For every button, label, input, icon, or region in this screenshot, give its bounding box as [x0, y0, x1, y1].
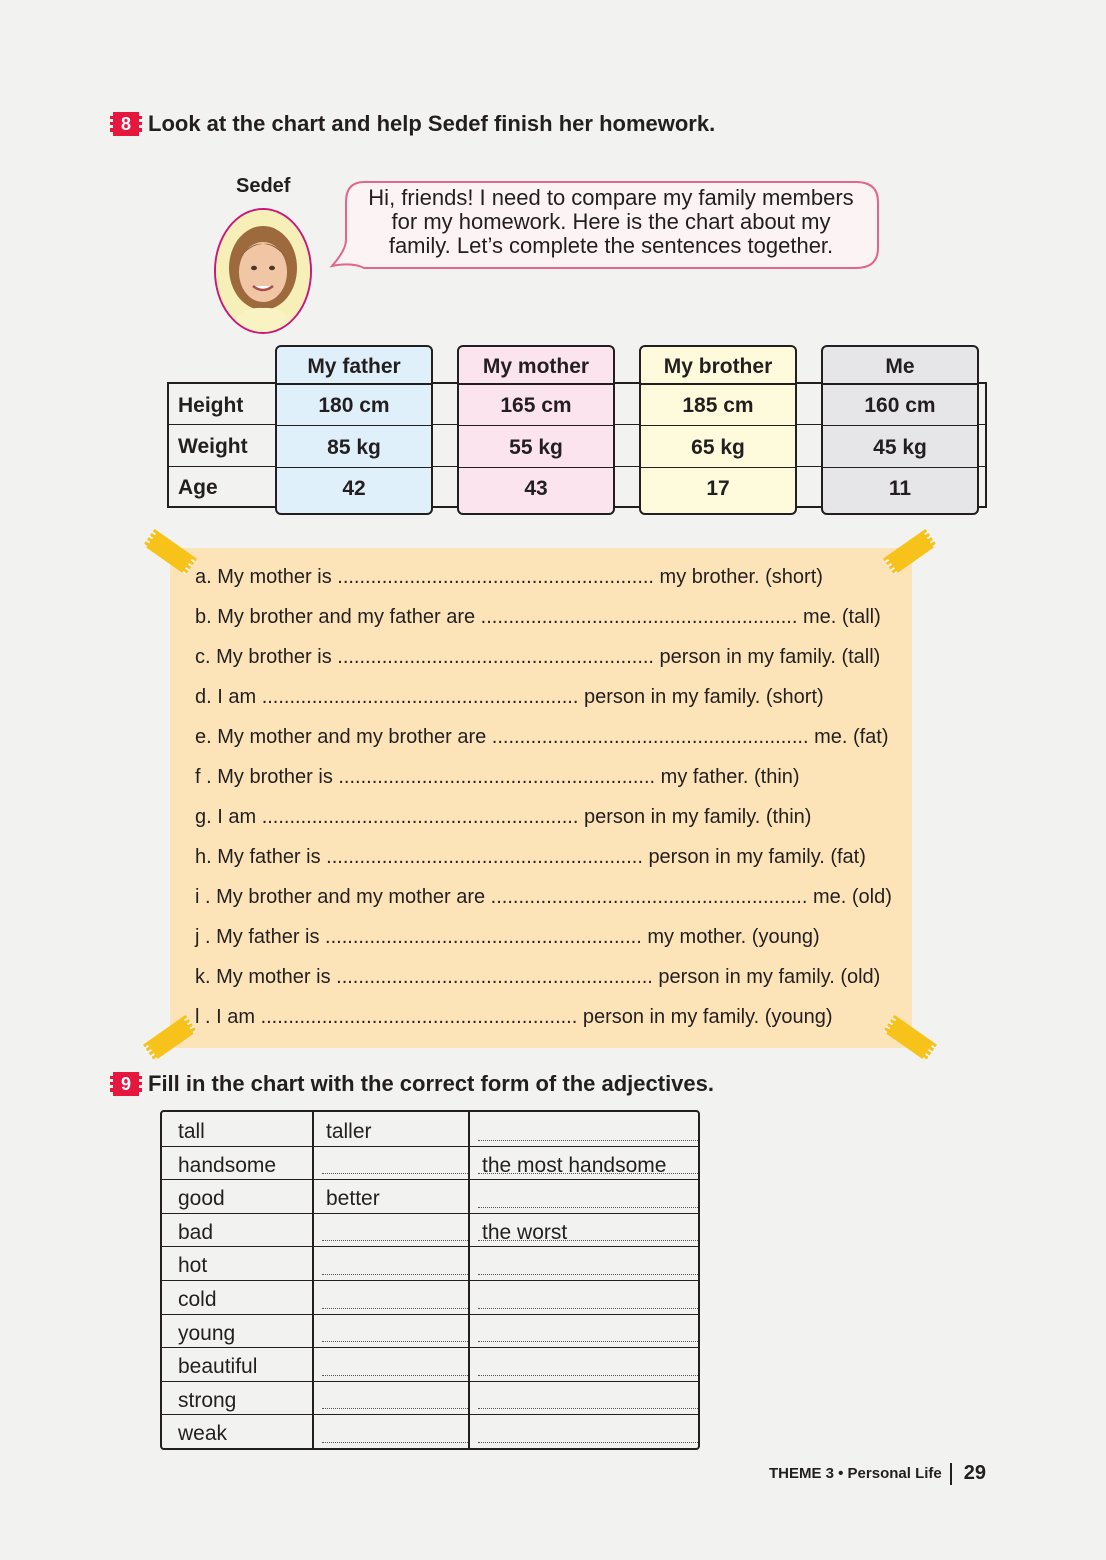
- footer-divider: [950, 1463, 952, 1485]
- sentence-l[interactable]: l . I am ......................................................... person in my family. (young): [195, 1006, 833, 1028]
- page-number: 29: [963, 1462, 986, 1484]
- cell-age: 43: [524, 477, 548, 500]
- cell-age: 42: [342, 477, 366, 500]
- adjective-base: weak: [178, 1422, 228, 1446]
- adjective-base: handsome: [178, 1153, 277, 1177]
- column-my-brother: [639, 345, 797, 515]
- sentence-e[interactable]: e. My mother and my brother are ......................................................... me. (fat): [195, 726, 889, 748]
- sentence-c[interactable]: c. My brother is ......................................................... person in my family. (tall): [195, 646, 881, 668]
- sentence-f[interactable]: f . My brother is ......................................................... my father. (thin): [195, 766, 800, 788]
- row-label-age: Age: [178, 476, 218, 499]
- adjective-superlative[interactable]: the most handsome: [482, 1153, 667, 1177]
- sentence-g[interactable]: g. I am ......................................................... person in my family. (thin): [195, 806, 812, 828]
- cell-weight: 85 kg: [327, 436, 381, 459]
- sentence-b[interactable]: b. My brother and my father are ......................................................... me. (tall): [195, 606, 881, 628]
- row-label-weight: Weight: [178, 435, 248, 458]
- cell-height: 180 cm: [318, 394, 390, 417]
- adjective-base: young: [178, 1321, 236, 1345]
- row-label-height: Height: [178, 394, 244, 417]
- column-header: My mother: [459, 347, 613, 385]
- column-me: [821, 345, 979, 515]
- exercise-8-header: [110, 110, 715, 138]
- cell-age: 11: [888, 477, 912, 500]
- page-footer: [769, 1462, 986, 1485]
- cell-height: 165 cm: [500, 394, 572, 417]
- adjective-base: tall: [178, 1120, 205, 1143]
- sentence-h[interactable]: h. My father is ......................................................... person in my family. (fat): [195, 846, 866, 868]
- column-header: Me: [823, 347, 977, 385]
- adjectives-table: [160, 1110, 700, 1450]
- exercise-9-header: [110, 1070, 714, 1098]
- column-my-mother: [457, 345, 615, 515]
- cell-age: 17: [706, 477, 730, 500]
- adjective-base: strong: [178, 1388, 237, 1412]
- adjective-base: good: [178, 1187, 225, 1211]
- adjective-comparative[interactable]: taller: [326, 1120, 372, 1143]
- cell-height: 185 cm: [682, 394, 754, 417]
- sentence-j[interactable]: j . My father is ......................................................... my mother. (young): [195, 926, 820, 948]
- cell-weight: 55 kg: [509, 436, 563, 459]
- cell-weight: 65 kg: [691, 436, 745, 459]
- column-header: My brother: [641, 347, 795, 385]
- adjective-base: beautiful: [178, 1355, 258, 1379]
- adjective-comparative[interactable]: better: [326, 1187, 380, 1211]
- speech-bubble: [326, 176, 886, 276]
- column-header: My father: [277, 347, 431, 385]
- sentence-a[interactable]: a. My mother is ......................................................... my brother. (short): [195, 566, 823, 588]
- exercise-title: Fill in the chart with the correct form of the adjectives.: [148, 1071, 714, 1096]
- adjective-superlative[interactable]: the worst: [482, 1220, 568, 1244]
- character-name: Sedef: [236, 175, 291, 197]
- cell-height: 160 cm: [864, 394, 936, 417]
- column-my-father: [275, 345, 433, 515]
- cell-weight: 45 kg: [873, 436, 927, 459]
- adjective-base: cold: [178, 1288, 217, 1311]
- speech-text: Hi, friends! I need to compare my family members for my homework. Here is the chart about my family. Let’s complete the sentences together.: [368, 185, 854, 258]
- girl-portrait-icon: [216, 210, 310, 332]
- adjective-base: hot: [178, 1254, 208, 1278]
- sentence-d[interactable]: d. I am ......................................................... person in my family. (short): [195, 686, 824, 708]
- theme-label: THEME 3 • Personal Life: [768, 1465, 942, 1482]
- exercise-title: Look at the chart and help Sedef finish her homework.: [148, 111, 716, 136]
- sentence-k[interactable]: k. My mother is ......................................................... person in my family. (old): [195, 966, 881, 988]
- exercise-number-badge: 8: [110, 112, 142, 136]
- sentence-i[interactable]: i . My brother and my mother are ......................................................... me. (old): [195, 886, 892, 908]
- adjective-base: bad: [178, 1220, 214, 1244]
- avatar: [214, 208, 312, 334]
- exercise-number-badge: 9: [110, 1072, 142, 1096]
